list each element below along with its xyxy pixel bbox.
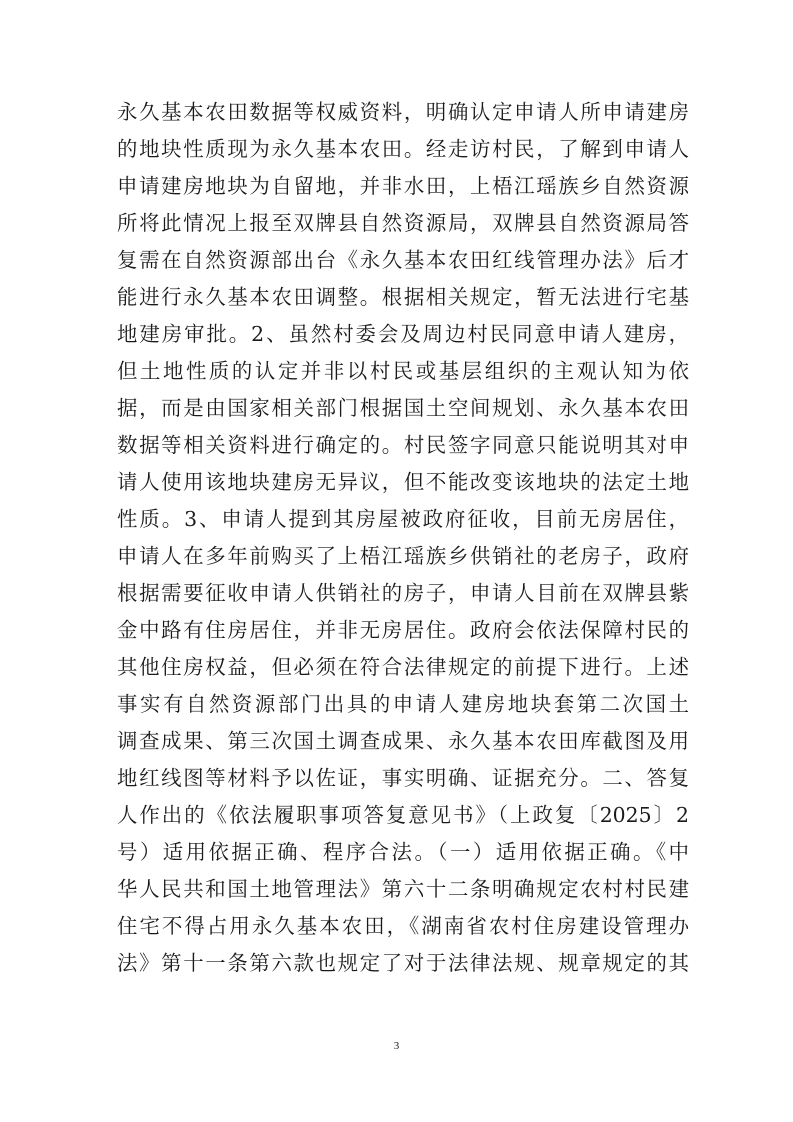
text-line: 但土地性质的认定并非以村民或基层组织的主观认知为依 bbox=[117, 359, 689, 383]
text-line: 性质。3、申请人提到其房屋被政府征收，目前无房居住， bbox=[117, 507, 689, 531]
text-line: 人作出的《依法履职事项答复意见书》（上政复〔2025〕2 bbox=[117, 803, 689, 827]
text-line: 法》第十一条第六款也规定了对于法律法规、规章规定的其 bbox=[117, 951, 689, 975]
text-line: 金中路有住房居住，并非无房居住。政府会依法保障村民的 bbox=[117, 618, 689, 642]
text-line: 据，而是由国家相关部门根据国土空间规划、永久基本农田 bbox=[117, 396, 689, 420]
text-line: 住宅不得占用永久基本农田，《湖南省农村住房建设管理办 bbox=[117, 914, 689, 938]
body-text bbox=[117, 94, 689, 982]
text-line: 复需在自然资源部出台《永久基本农田红线管理办法》后才 bbox=[117, 248, 689, 272]
text-line: 申请建房地块为自留地，并非水田，上梧江瑶族乡自然资源 bbox=[117, 174, 689, 198]
text-line: 事实有自然资源部门出具的申请人建房地块套第二次国土 bbox=[117, 692, 689, 716]
text-line: 申请人在多年前购买了上梧江瑶族乡供销社的老房子，政府 bbox=[117, 544, 689, 568]
text-line: 调查成果、第三次国土调查成果、永久基本农田库截图及用 bbox=[117, 729, 689, 753]
text-line: 其他住房权益，但必须在符合法律规定的前提下进行。上述 bbox=[117, 655, 689, 679]
text-line: 根据需要征收申请人供销社的房子，申请人目前在双牌县紫 bbox=[117, 581, 689, 605]
text-line: 数据等相关资料进行确定的。村民签字同意只能说明其对申 bbox=[117, 433, 689, 457]
text-line: 所将此情况上报至双牌县自然资源局，双牌县自然资源局答 bbox=[117, 211, 689, 235]
text-line: 地建房审批。2、虽然村委会及周边村民同意申请人建房， bbox=[117, 322, 689, 346]
text-line: 的地块性质现为永久基本农田。经走访村民，了解到申请人 bbox=[117, 137, 689, 161]
text-line: 能进行永久基本农田调整。根据相关规定，暂无法进行宅基 bbox=[117, 285, 689, 309]
page-number: 3 bbox=[393, 1040, 400, 1052]
text-line: 地红线图等材料予以佐证，事实明确、证据充分。二、答复 bbox=[117, 766, 689, 790]
text-line: 号）适用依据正确、程序合法。（一）适用依据正确。《中 bbox=[117, 840, 689, 864]
text-line: 请人使用该地块建房无异议，但不能改变该地块的法定土地 bbox=[117, 470, 689, 494]
text-line: 永久基本农田数据等权威资料，明确认定申请人所申请建房 bbox=[117, 100, 689, 124]
text-line: 华人民共和国土地管理法》第六十二条明确规定农村村民建 bbox=[117, 877, 689, 901]
